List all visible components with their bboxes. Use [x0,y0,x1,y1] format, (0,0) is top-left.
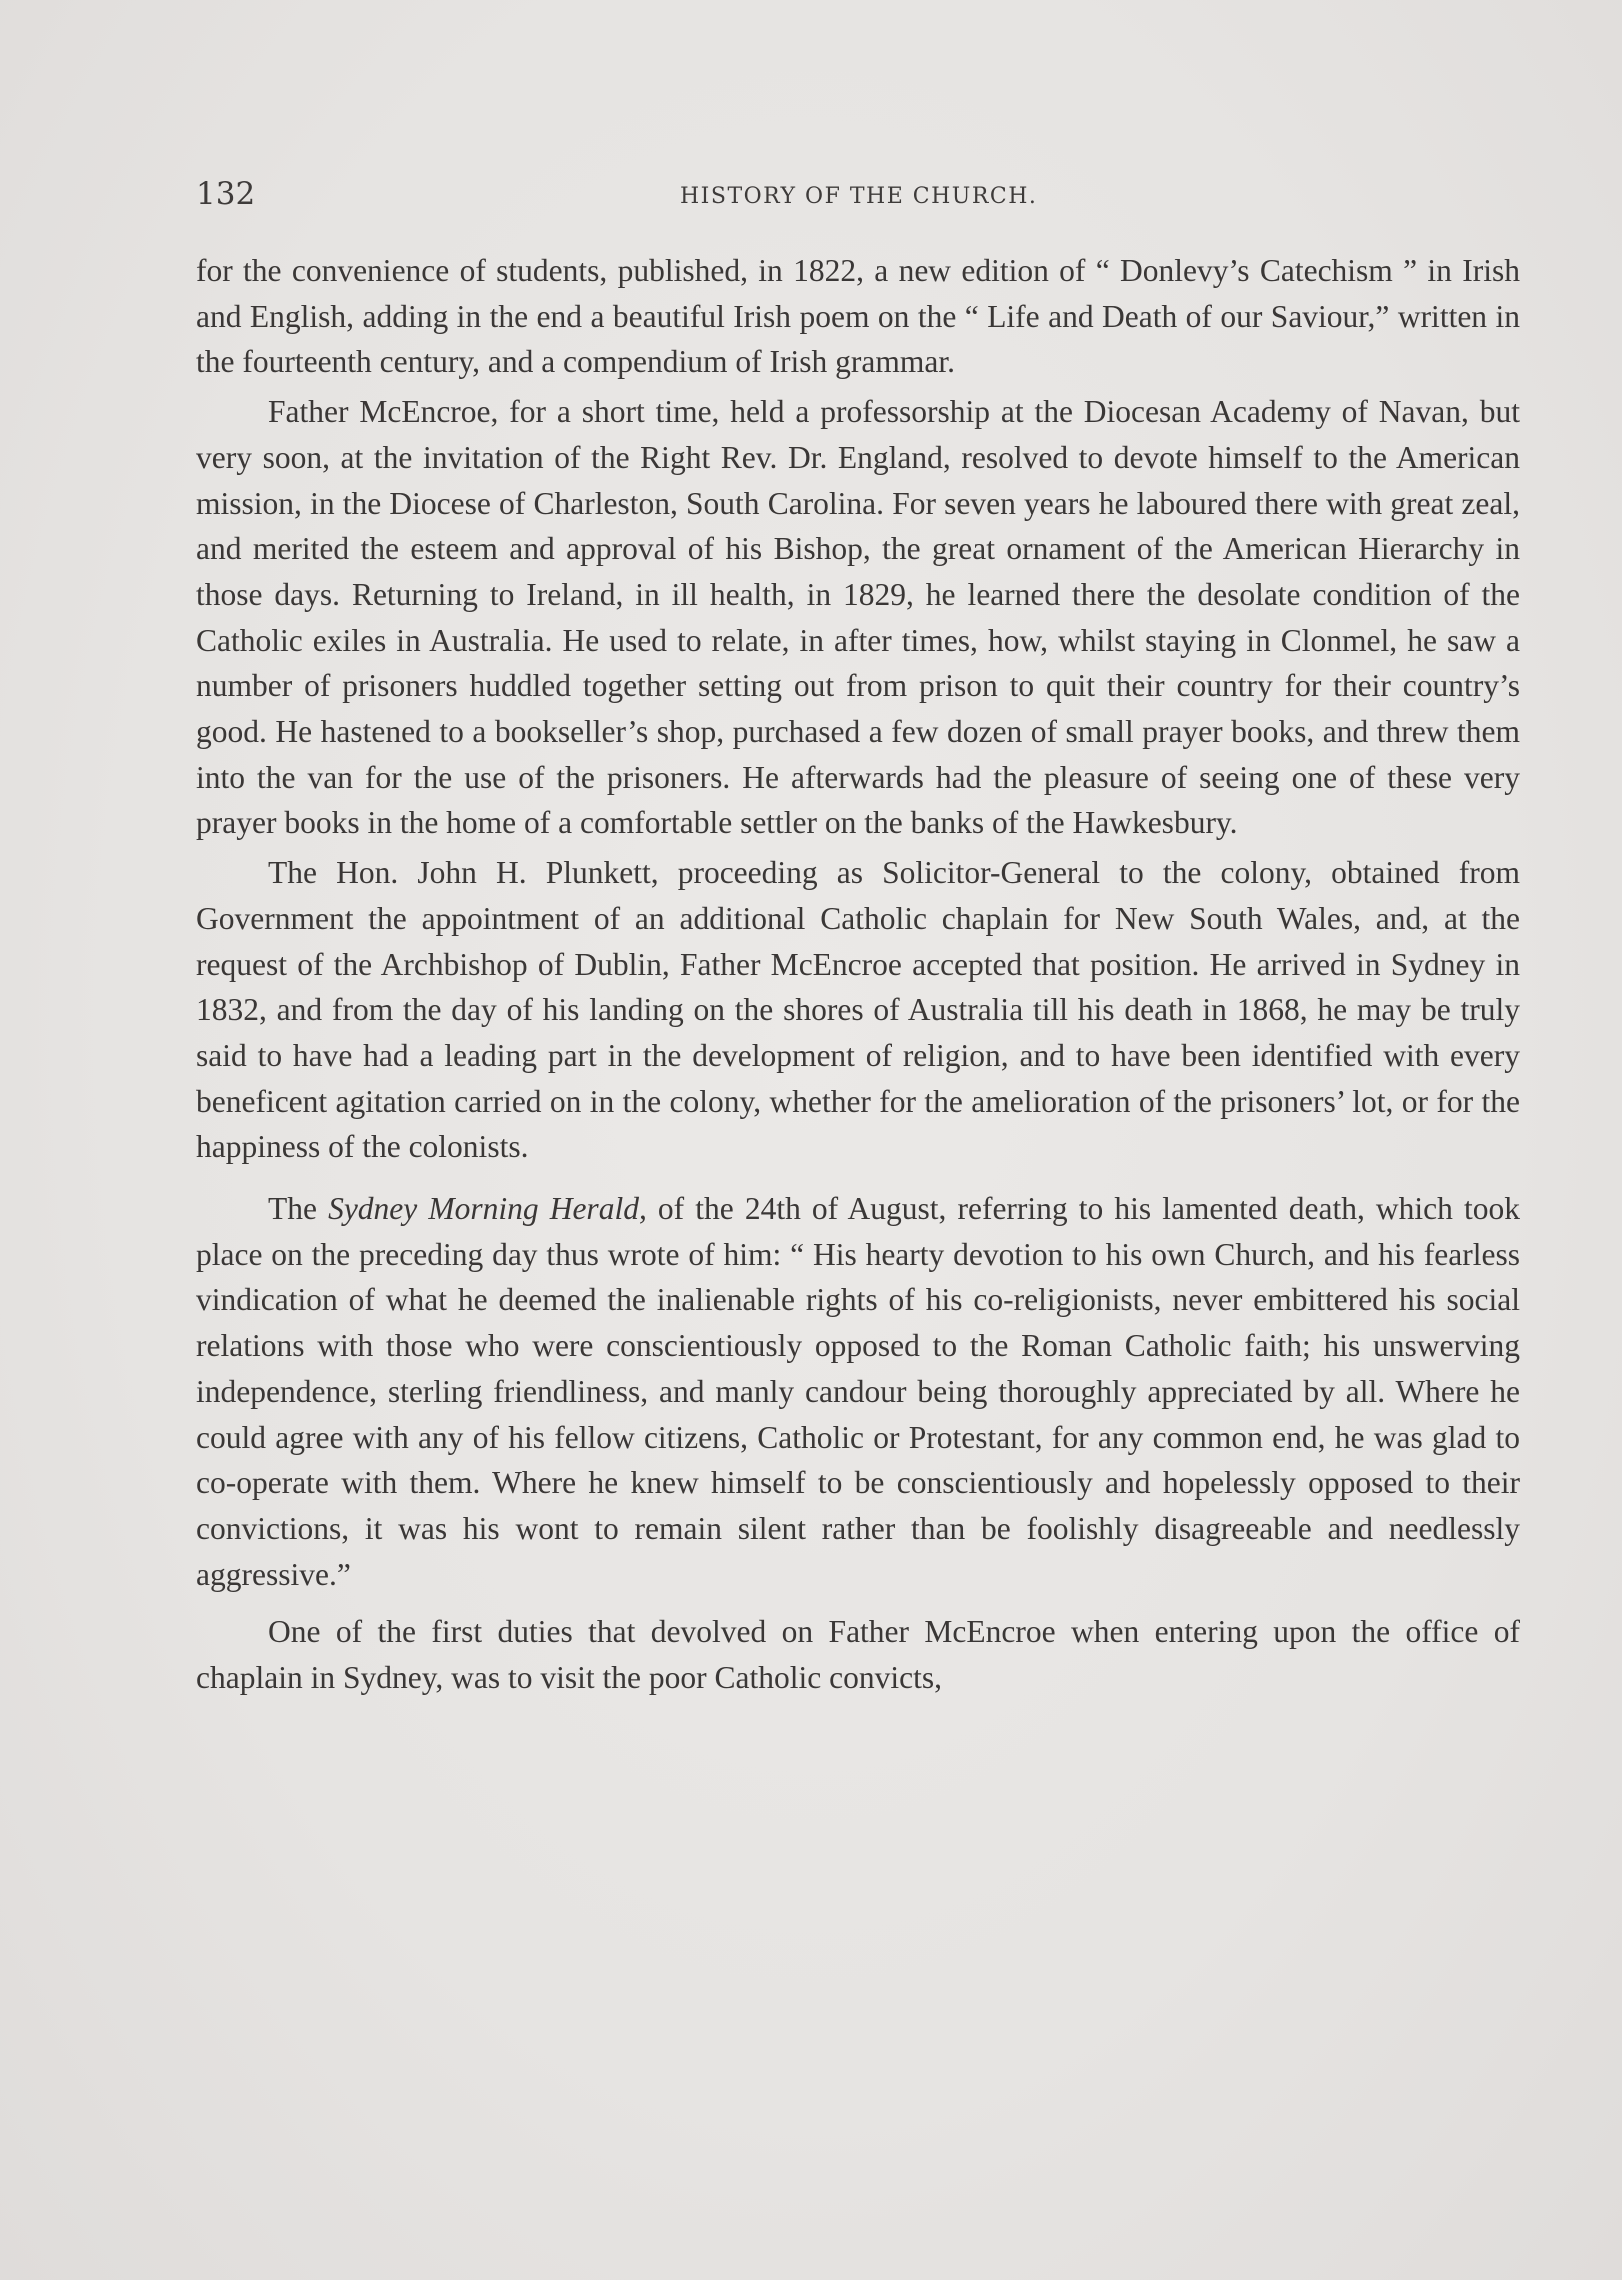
page-number: 132 [196,176,256,212]
paragraph-5: One of the first duties that devolved on Father McEncroe when entering upon the office of chaplain in Sydney, was to visit the poor Catholic convicts, [196,1614,1520,1696]
paragraph-2: Father McEncroe, for a short time, held a professorship at the Diocesan Academy of Navan, but very soon, at the invitation of the Right Rev. Dr. England, resolved to devote himself to the American mission, in the Diocese of Charleston, South Carolina. For seven years he laboured there with great zeal, and merited the esteem and approval of his Bishop, the great ornament of the American Hierarchy in those days. Returning to Ireland, in ill health, in 1829, he learned there the desolate condition of the Catholic exiles in Australia. He used to relate, in after times, how, whilst staying in Clonmel, he saw a number of prisoners huddled together setting out from prison to quit their country for their country’s good. He hastened to a bookseller’s shop, purchased a few dozen of small prayer books, and threw them into the van for the use of the prisoners. He afterwards had the pleasure of seeing one of these very prayer books in the home of a comfortable settler on the banks of the Hawkesbury. [196,394,1520,841]
paragraph-4-body: of the 24th of August, referring to his lamented death, which took place on the preceding day thus wrote of him: “ His hearty devotion to his own Church, and his fearless vindication of what he deemed the inalienable rights of his co-religionists, never embittered his social relations with those who were conscientiously opposed to the Roman Catholic faith; his unswerving independence, sterling friendliness, and manly candour being thoroughly appreciated by all. Where he could agree with any of his fellow citizens, Catholic or Protestant, for any common end, he was glad to co-operate with them. Where he knew himself to be conscientiously and hopelessly opposed to their convictions, it was his wont to remain silent rather than be foolishly disagreeable and needlessly aggressive.” [196,1191,1520,1592]
newspaper-title: Sydney Morning Herald, [328,1191,647,1227]
paragraph-4-lead: The [268,1191,329,1227]
running-title: HISTORY OF THE CHURCH. [680,184,1038,209]
paragraph-1: for the convenience of students, published, in 1822, a new edition of “ Donlevy’s Catechism ” in Irish and English, adding in the end a beautiful Irish poem on the “ Life and Death of our Saviour,” written in the fourteenth century, and a compendium of Irish grammar. [196,253,1520,380]
body-text [196,248,1520,1701]
paragraph-3: The Hon. John H. Plunkett, proceeding as Solicitor-General to the colony, obtained from Government the appointment of an additional Catholic chaplain for New South Wales, and, at the request of the Archbishop of Dublin, Father McEncroe accepted that position. He arrived in Sydney in 1832, and from the day of his landing on the shores of Australia till his death in 1868, he may be truly said to have had a leading part in the development of religion, and to have been identified with every beneficent agitation carried on in the colony, whether for the amelioration of the prisoners’ lot, or for the happiness of the colonists. [196,855,1520,1165]
running-head [196,170,1520,220]
paragraph-4 [196,1186,1520,1597]
